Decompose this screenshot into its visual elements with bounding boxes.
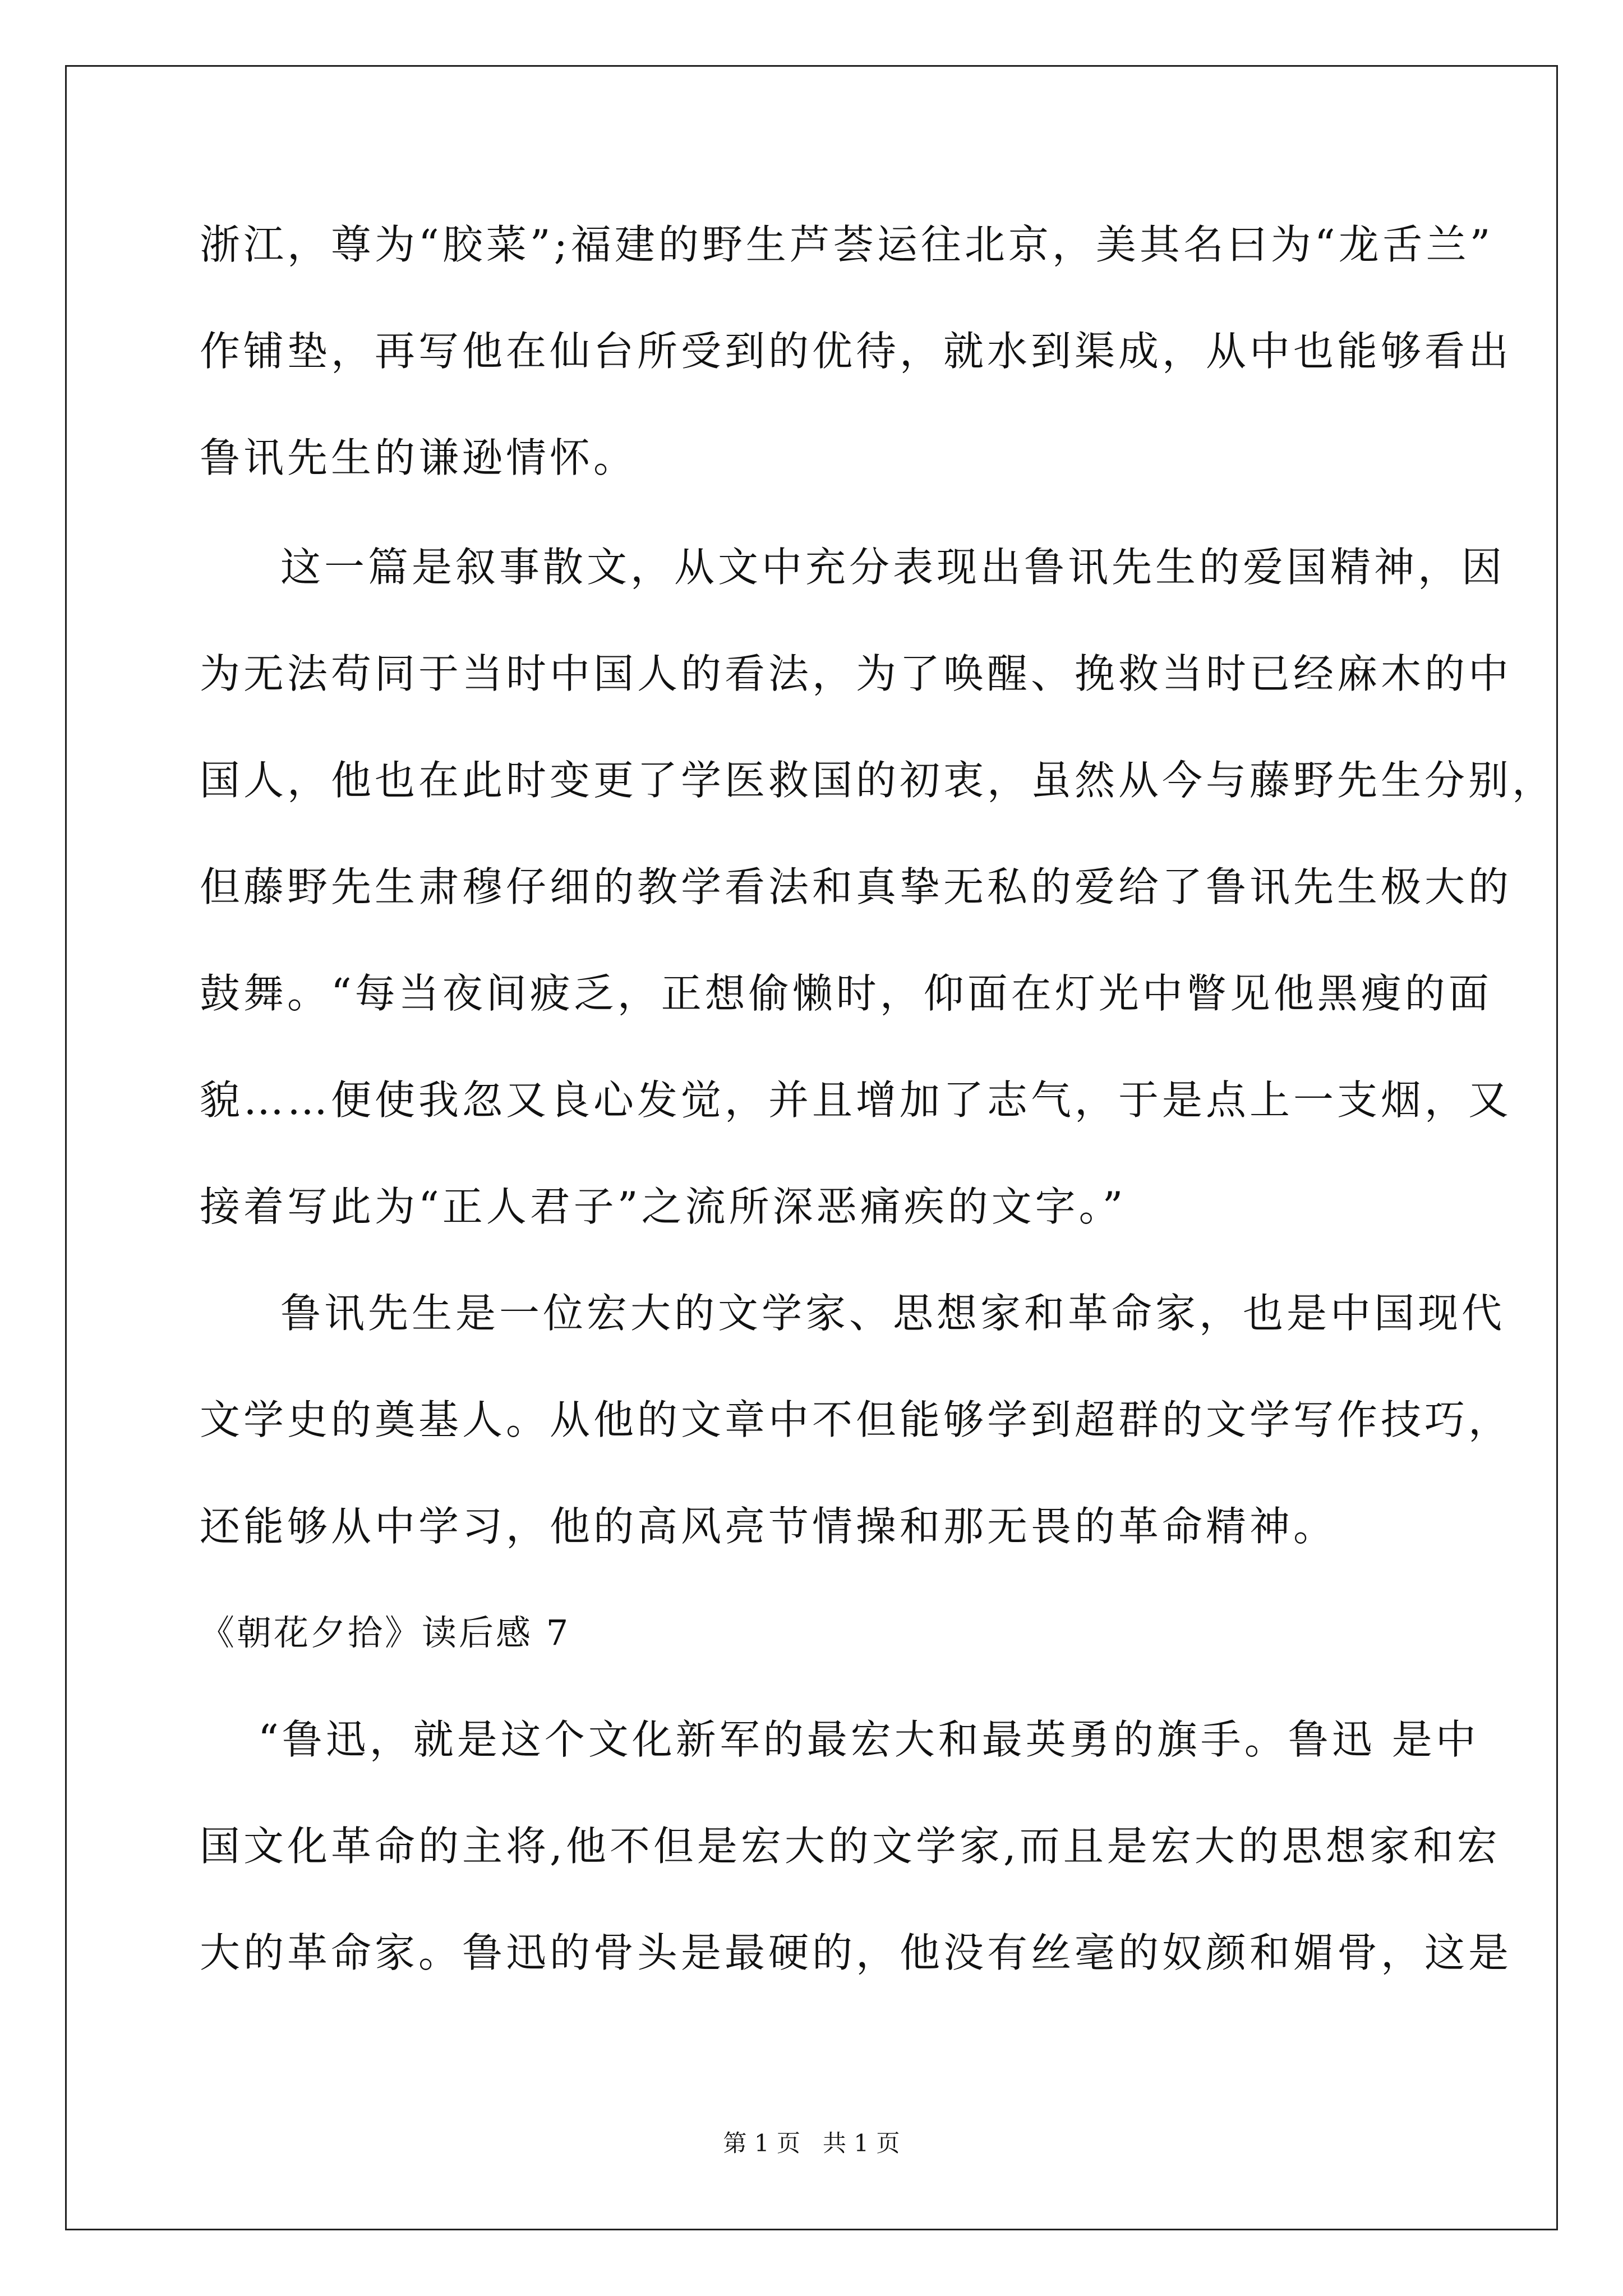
- body-line-6: 国人，他也在此时变更了学医救国的初衷，虽然从今与藤野先生分别，: [200, 757, 1556, 804]
- body-line-1: 浙江，尊为“胶菜”;福建的野生芦荟运往北京，美其名曰为“龙舌兰”: [200, 221, 1494, 268]
- body-line-2: 作铺垫，再写他在仙台所受到的优待，就水到渠成，从中也能够看出: [200, 328, 1513, 375]
- page-border: [65, 65, 1558, 2230]
- body-line-15: 国文化革命的主将,他不但是宏大的文学家,而且是宏大的思想家和宏: [200, 1823, 1501, 1870]
- body-line-10: 接着写此为“正人君子”之流所深恶痛疾的文字。”: [200, 1183, 1127, 1230]
- section-heading: 《朝花夕拾》读后感 7: [200, 1612, 571, 1653]
- body-line-8: 鼓舞。“每当夜间疲乏，正想偷懒时，仰面在灯光中瞥见他黑瘦的面: [200, 970, 1492, 1017]
- body-line-13: 还能够从中学习，他的高风亮节情操和那无畏的革命精神。: [200, 1503, 1338, 1550]
- body-line-9: 貌……便使我忽又良心发觉，并且增加了志气，于是点上一支烟，又: [200, 1076, 1513, 1124]
- page-footer: 第 1 页 共 1 页: [723, 2129, 900, 2157]
- body-line-16: 大的革命家。鲁迅的骨头是最硬的，他没有丝毫的奴颜和媚骨，这是: [200, 1929, 1513, 1976]
- body-line-3: 鲁讯先生的谦逊情怀。: [200, 434, 638, 481]
- body-line-4: 这一篇是叙事散文，从文中充分表现出鲁讯先生的爱国精神，因: [280, 544, 1506, 591]
- body-line-12: 文学史的奠基人。从他的文章中不但能够学到超群的文学写作技巧，: [200, 1396, 1513, 1443]
- body-line-11: 鲁讯先生是一位宏大的文学家、思想家和革命家，也是中国现代: [280, 1290, 1506, 1337]
- body-line-5: 为无法苟同于当时中国人的看法，为了唤醒、挽救当时已经麻木的中: [200, 650, 1513, 697]
- body-line-7: 但藤野先生肃穆仔细的教学看法和真挚无私的爱给了鲁讯先生极大的: [200, 863, 1513, 910]
- body-line-14: “鲁迅，就是这个文化新军的最宏大和最英勇的旗手。鲁迅 是中: [258, 1716, 1479, 1763]
